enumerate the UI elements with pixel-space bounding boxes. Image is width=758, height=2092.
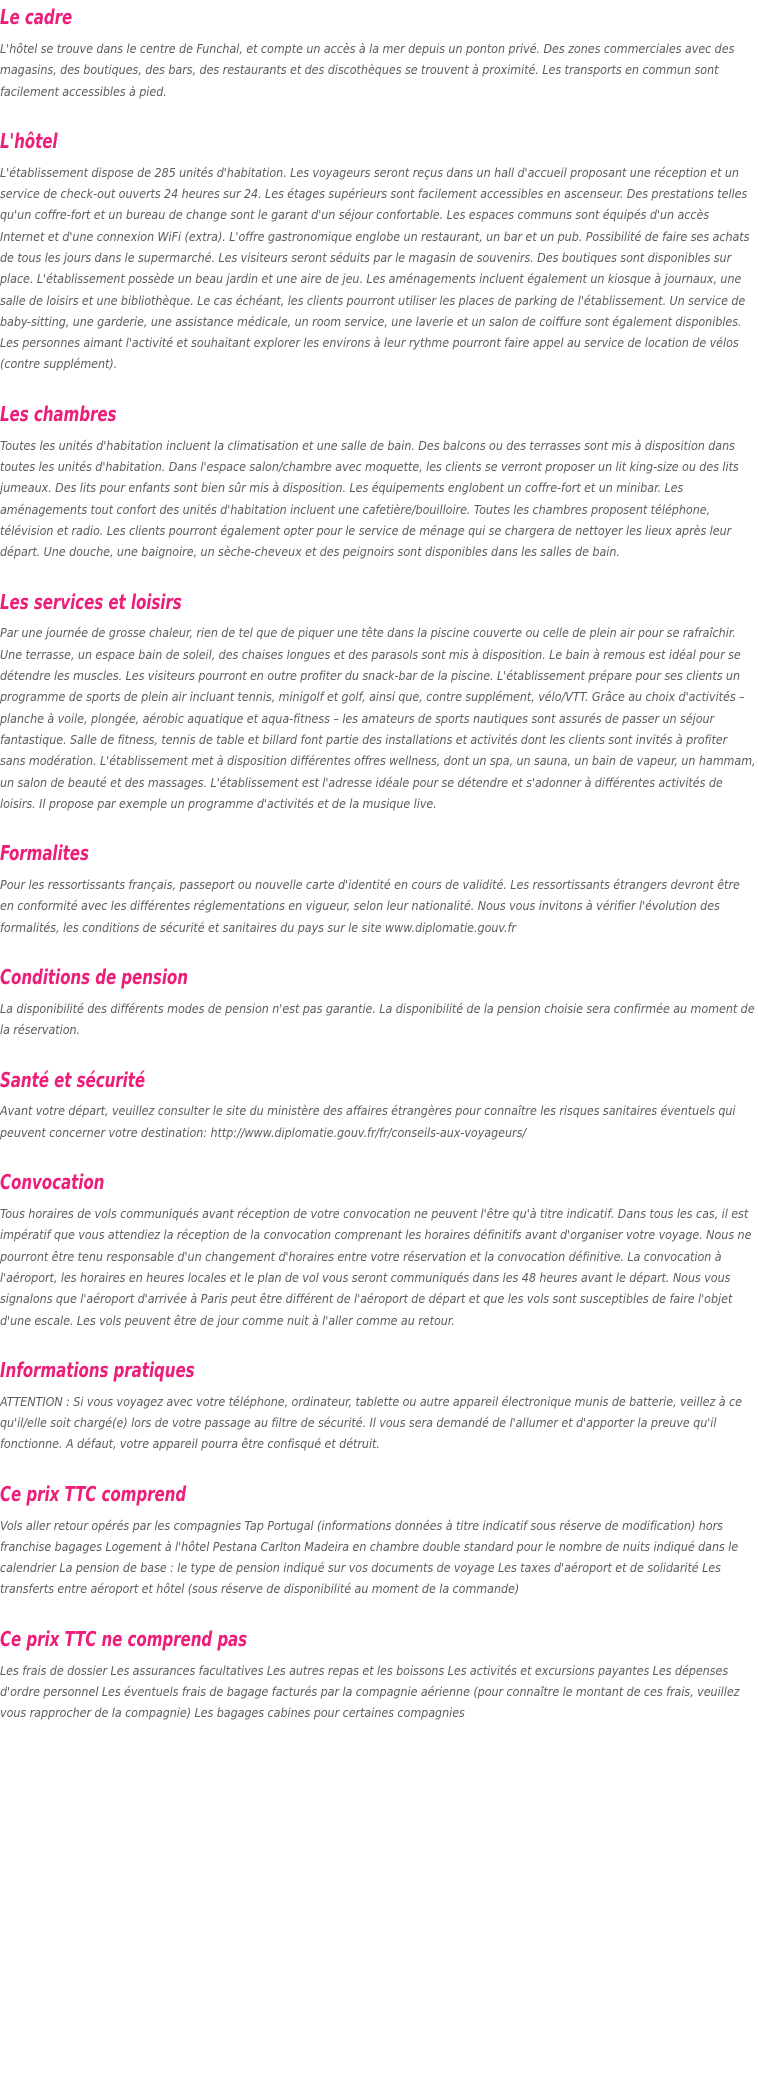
section-paragraph-convocation: Tous horaires de vols communiqués avant réception de votre convocation ne peuvent l'être qu'à titre indicatif. Dans tous les cas, il est impératif que vous attendiez la réception de la convocation comprenant les horaires définitifs avant d'organiser votre voyage. Nous ne pourront être tenu responsable d'un changement d'horaires entre votre réservation et la convocation définitive. La convocation à l'aéroport, les horaires en heures locales et le plan de vol vous seront communiqués dans les 48 heures avant le départ. Nous vous signalons que l'aéroport d'arrivée à Paris peut être différent de l'aéroport de départ et que les vols sont susceptibles de faire l'objet d'une escale. Les vols peuvent être de jour comme nuit à l'aller comme au retour. <box>0 1206 752 1328</box>
section-paragraph-les-chambres: Toutes les unités d'habitation incluent la climatisation et une salle de bain. Des balcons ou des terrasses sont mis à disposition dans toutes les unités d'habitation. Dans l'espace salon/chambre avec moquette, les clients se verront proposer un lit king-size ou des lits jumeaux. Des lits pour enfants sont bien sûr mis à disposition. Les équipements englobent un coffre-fort et un minibar. Les aménagements tout confort des unités d'habitation incluent une cafetière/bouilloire. Toutes les chambres proposent téléphone, télévision et radio. Les clients pourront également opter pour le service de ménage qui se chargera de nettoyer les lieux après leur départ. Une douche, une baignoire, un sèche-cheveux et des peignoirs sont disponibles dans les salles de bain. <box>0 437 739 560</box>
section-paragraph-ce-prix-ttc-ne-comprend-pas: Les frais de dossier Les assurances facultatives Les autres repas et les boissons Les activités et excursions payantes Les dépenses d'ordre personnel Les éventuels frais de bagage facturés par la compagnie aérienne (pour connaître le montant de ces frais, veuillez vous rapprocher de la compagnie) Les bagages cabines pour certaines compagnies <box>0 1662 740 1721</box>
section-heading-formalites: Formalites <box>0 841 89 866</box>
section-heading-les-chambres: Les chambres <box>0 401 117 426</box>
sections-container <box>0 6 756 1724</box>
section-heading-convocation: Convocation <box>0 1170 105 1195</box>
section-heading-le-cadre: Le cadre <box>0 5 73 29</box>
section-les-services-et-loisirs <box>0 591 756 815</box>
section-l-hotel <box>0 130 756 375</box>
section-heading-conditions-de-pension: Conditions de pension <box>0 964 188 989</box>
section-paragraph-informations-pratiques: ATTENTION : Si vous voyagez avec votre téléphone, ordinateur, tablette ou autre appareil électronique munis de batterie, veillez à ce qu'il/elle soit chargé(e) lors de votre passage au filtre de sécurité. Il vous sera demandé de l'allumer et d'apporter la preuve qu'il fonctionne. A défaut, votre appareil pourra être confisqué et détruit. <box>0 1393 742 1452</box>
section-informations-pratiques <box>0 1359 756 1455</box>
section-heading-les-services-et-loisirs: Les services et loisirs <box>0 589 182 614</box>
section-heading-ce-prix-ttc-comprend: Ce prix TTC comprend <box>0 1481 187 1506</box>
section-conditions-de-pension <box>0 966 756 1041</box>
section-paragraph-le-cadre: L'hôtel se trouve dans le centre de Funchal, et compte un accès à la mer depuis un ponton privé. Des zones commerciales avec des magasins, des boutiques, des bars, des restaurants et des discothèques se trouvent à proximité. Les transports en commun sont facilement accessibles à pied. <box>0 40 735 99</box>
section-le-cadre <box>0 6 756 102</box>
section-paragraph-sante-et-securite: Avant votre départ, veuillez consulter le site du ministère des affaires étrangères pour connaître les risques sanitaires éventuels qui peuvent concerner votre destination: http://www.diplomatie.gouv.fr/fr/conseils-aux-voyageurs/ <box>0 1103 736 1140</box>
section-paragraph-conditions-de-pension: La disponibilité des différents modes de pension n'est pas garantie. La disponibilité de la pension choisie sera confirmée au moment de la réservation. <box>0 1000 755 1038</box>
section-paragraph-l-hotel: L'établissement dispose de 285 unités d'habitation. Les voyageurs seront reçus dans un hall d'accueil proposant une réception et un service de check-out ouverts 24 heures sur 24. Les étages supérieurs sont facilement accessibles en ascenseur. Des prestations telles qu'un coffre-fort et un bureau de change sont le garant d'un séjour confortable. Les espaces communs sont équipés d'un accès Internet et d'une connexion WiFi (extra). L'offre gastronomique englobe un restaurant, un bar et un pub. Possibilité de faire ses achats de tous les jours dans le supermarché. Les visiteurs seront séduits par le magasin de souvenirs. Des boutiques sont disponibles sur place. L'établissement possède un beau jardin et une aire de jeu. Les aménagements incluent également un kiosque à journaux, une salle de loisirs et une bibliothèque. Le cas échéant, les clients pourront utiliser les places de parking de l'établissement. Un service de baby-sitting, une garderie, une assistance médicale, un room service, une laverie et un salon de coiffure sont également disponibles. Les personnes aimant l'activité et souhaitant explorer les environs à leur rythme pourront faire appel au service de location de vélos (contre supplément). <box>0 164 750 372</box>
section-les-chambres <box>0 403 756 563</box>
section-convocation <box>0 1171 756 1331</box>
section-paragraph-ce-prix-ttc-comprend: Vols aller retour opérés par les compagnies Tap Portugal (informations données à titre indicatif sous réserve de modification) hors franchise bagages Logement à l'hôtel Pestana Carlton Madeira en chambre double standard pour le nombre de nuits indiqué dans le calendrier La pension de base : le type de pension indiqué sur vos documents de voyage Les taxes d'aéroport et de solidarité Les transferts entre aéroport et hôtel (sous réserve de disponibilité au moment de la commande) <box>0 1517 739 1597</box>
section-sante-et-securite <box>0 1069 756 1144</box>
section-ce-prix-ttc-comprend <box>0 1483 756 1600</box>
document-page <box>0 6 758 1724</box>
section-formalites <box>0 842 756 938</box>
section-paragraph-formalites: Pour les ressortissants français, passeport ou nouvelle carte d'identité en cours de validité. Les ressortissants étrangers devront être en conformité avec les différentes réglementations en vigueur, selon leur nationalité. Nous vous invitons à vérifier l'évolution des formalités, les conditions de sécurité et sanitaires du pays sur le site www.diplomatie.gouv.fr <box>0 877 740 935</box>
section-paragraph-les-services-et-loisirs: Par une journée de grosse chaleur, rien de tel que de piquer une tête dans la piscine couverte ou celle de plein air pour se rafraîchir. Une terrasse, un espace bain de soleil, des chaises longues et des parasols sont mis à disposition. Le bain à remous est idéal pour se détendre les muscles. Les visiteurs pourront en outre profiter du snack-bar de la piscine. L'établissement prépare pour ses clients un programme de sports de plein air incluant tennis, minigolf et golf, ainsi que, contre supplément, vélo/VTT. Grâce au choix d'activités – planche à voile, plongée, aérobic aquatique et aqua-fitness – les amateurs de sports nautiques sont assurés de passer un séjour fantastique. Salle de fitness, tennis de table et billard font partie des installations et activités dont les clients sont invités à profiter sans modération. L'établissement met à disposition différentes offres wellness, dont un spa, un sauna, un bain de vapeur, un hammam, un salon de beauté et des massages. L'établissement est l'adresse idéale pour se détendre et s'adonner à différentes activités de loisirs. Il propose par exemple un programme d'activités et de la musique live. <box>0 625 756 811</box>
section-heading-ce-prix-ttc-ne-comprend-pas: Ce prix TTC ne comprend pas <box>0 1626 248 1651</box>
section-ce-prix-ttc-ne-comprend-pas <box>0 1628 756 1724</box>
section-heading-sante-et-securite: Santé et sécurité <box>0 1067 146 1092</box>
section-heading-l-hotel: L'hôtel <box>0 128 58 153</box>
section-heading-informations-pratiques: Informations pratiques <box>0 1357 195 1382</box>
